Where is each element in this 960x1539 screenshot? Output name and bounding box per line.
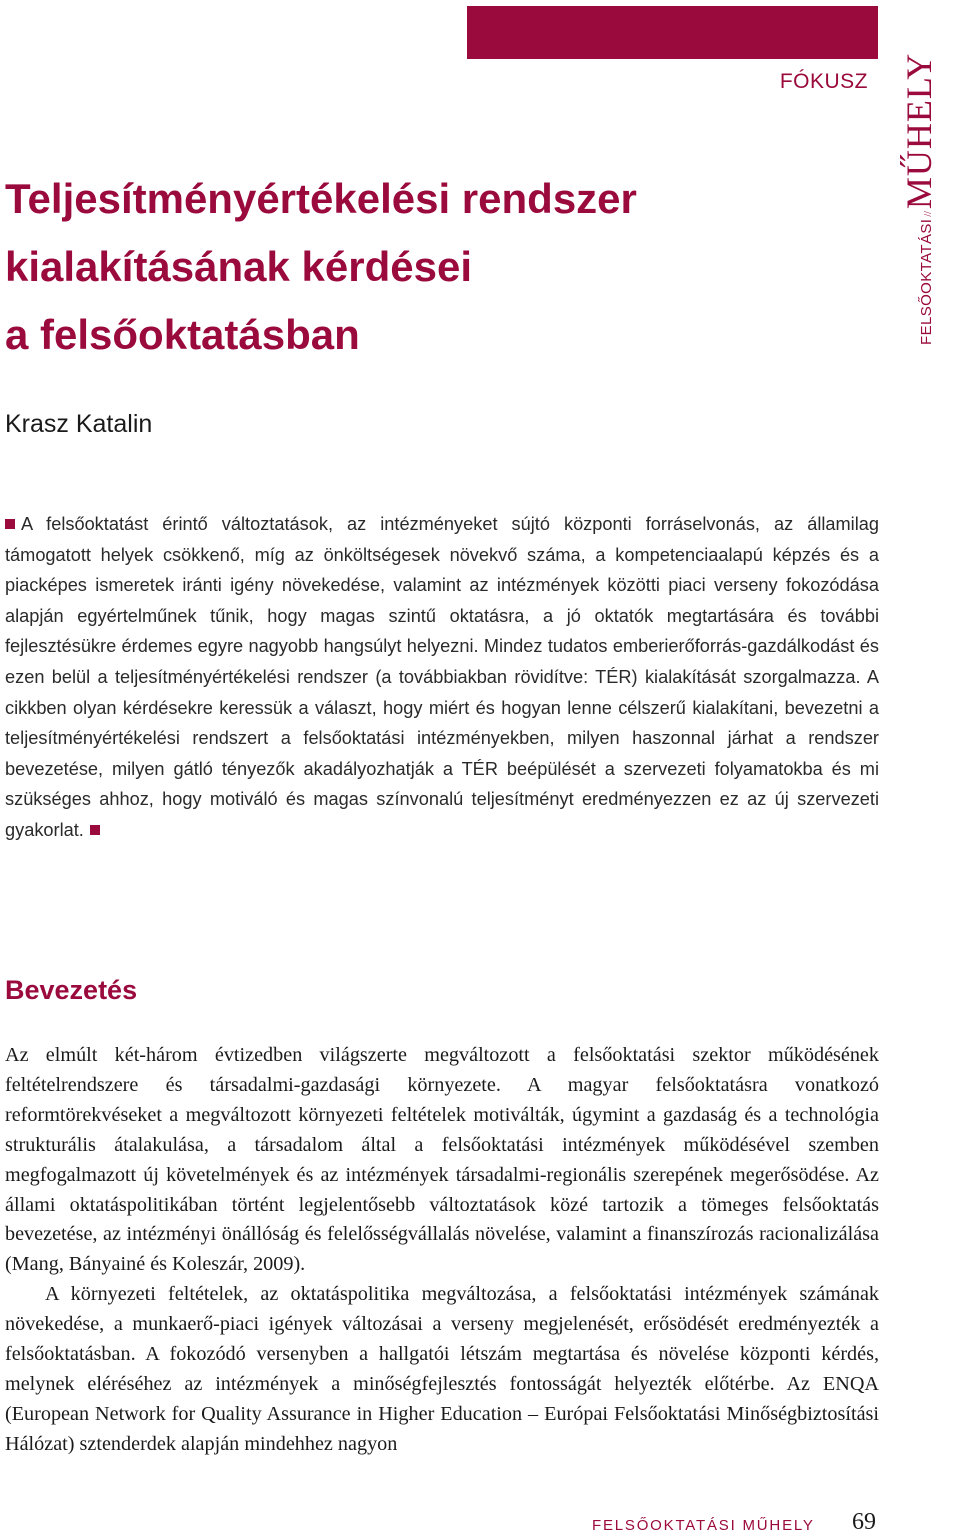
logo-slash-icon: //: [923, 211, 934, 217]
abstract: [5, 509, 879, 846]
author-name: Krasz Katalin: [5, 410, 153, 438]
page-number: 69: [852, 1509, 876, 1535]
body-paragraph: A környezeti feltételek, az oktatáspolitika megváltozása, a felsőoktatási intézmények számának növekedése, a munkaerő-piaci igények változásai a verseny megjelenését, erősödését eredményezték a felsőoktatásban. A fokozódó versenyben a hallgatói létszám megtartása és növelése központi kérdés, melynek eléréséhez az intézmények a minőségfejlesztés fontosságát helyezték előtérbe. Az ENQA (European Network for Quality Assurance in Higher Education – Európai Felsőoktatási Minőségbiztosítási Hálózat) sztenderdek alapján mindehhez nagyon: [5, 1283, 879, 1455]
title-line: a felsőoktatásban: [5, 311, 360, 358]
end-square-icon: [90, 825, 100, 835]
bullet-square-icon: [5, 519, 15, 529]
title-line: kialakításának kérdései: [5, 243, 473, 290]
abstract-text: A felsőoktatást érintő változtatások, az intézményeket sújtó központi forráselvonás, az államilag támogatott helyek csökkenő, míg az önköltségesek növekvő száma, a kompetenciaalapú képzés és a piacképes ismeretek iránti igény növekedése, valamint az intézmények közötti piaci verseny fokozódása alapján egyértelműnek tűnik, hogy magas szintű oktatásra, a jó oktatók megtartására és további fejlesztésükre érdemes egyre nagyobb hangsúlyt helyezni. Mindez tudatos emberierőforrás-gazdálkodást és ezen belül a teljesítményértékelési rendszer (a továbbiakban rövidítve: TÉR) kialakítását szorgalmazza. A cikkben olyan kérdésekre keressük a választ, hogy miért és hogyan lenne célszerű kialakítani, bevezetni a teljesítményértékelési rendszert a felsőoktatási intézményekben, milyen haszonnal járhat a rendszer bevezetése, milyen gátló tényezők akadályozhatják a TÉR beépülését a szervezeti folyamatokba és mi szükséges ahhoz, hogy motiváló és magas színvonalú teljesítményt eredményezzen ez az új szervezeti gyakorlat.: [5, 514, 879, 840]
section-label: FÓKUSZ: [779, 70, 868, 93]
side-logo-small-text: FELSŐOKTATÁSI: [918, 218, 935, 345]
title-line: Teljesítményértékelési rendszer: [5, 175, 637, 222]
footer-journal-name: FELSŐOKTATÁSI MŰHELY: [592, 1517, 815, 1534]
body-paragraph: Az elmúlt két-három évtizedben világszerte megváltozott a felsőoktatási szektor működésének feltételrendszere és társadalmi-gazdasági környezete. A magyar felsőoktatásra vonatkozó reformtörekvéseket a megváltozott környezeti feltételek motiválták, úgymint a gazdaság és a technológia strukturális átalakulása, a társadalom által a felsőoktatási intézmények működésével szemben megfogalmazott új követelmények és az intézmények társadalmi-regionális szerepének megerősödése. Az állami oktatáspolitikában történt legjelentősebb változtatások közé tartozik a tömeges felsőoktatás bevezetése, az intézményi önállóság és felelősségvállalás növelése, valamint a finanszírozás racionalizálása (Mang, Bányainé és Koleszár, 2009).: [5, 1044, 879, 1276]
article-title: [5, 165, 865, 369]
side-logo-large-text: MŰHELY: [899, 52, 939, 210]
side-journal-logo: [898, 53, 940, 345]
section-heading: Bevezetés: [5, 975, 138, 1005]
body-text: [5, 1041, 879, 1460]
header-color-bar: [467, 6, 878, 59]
